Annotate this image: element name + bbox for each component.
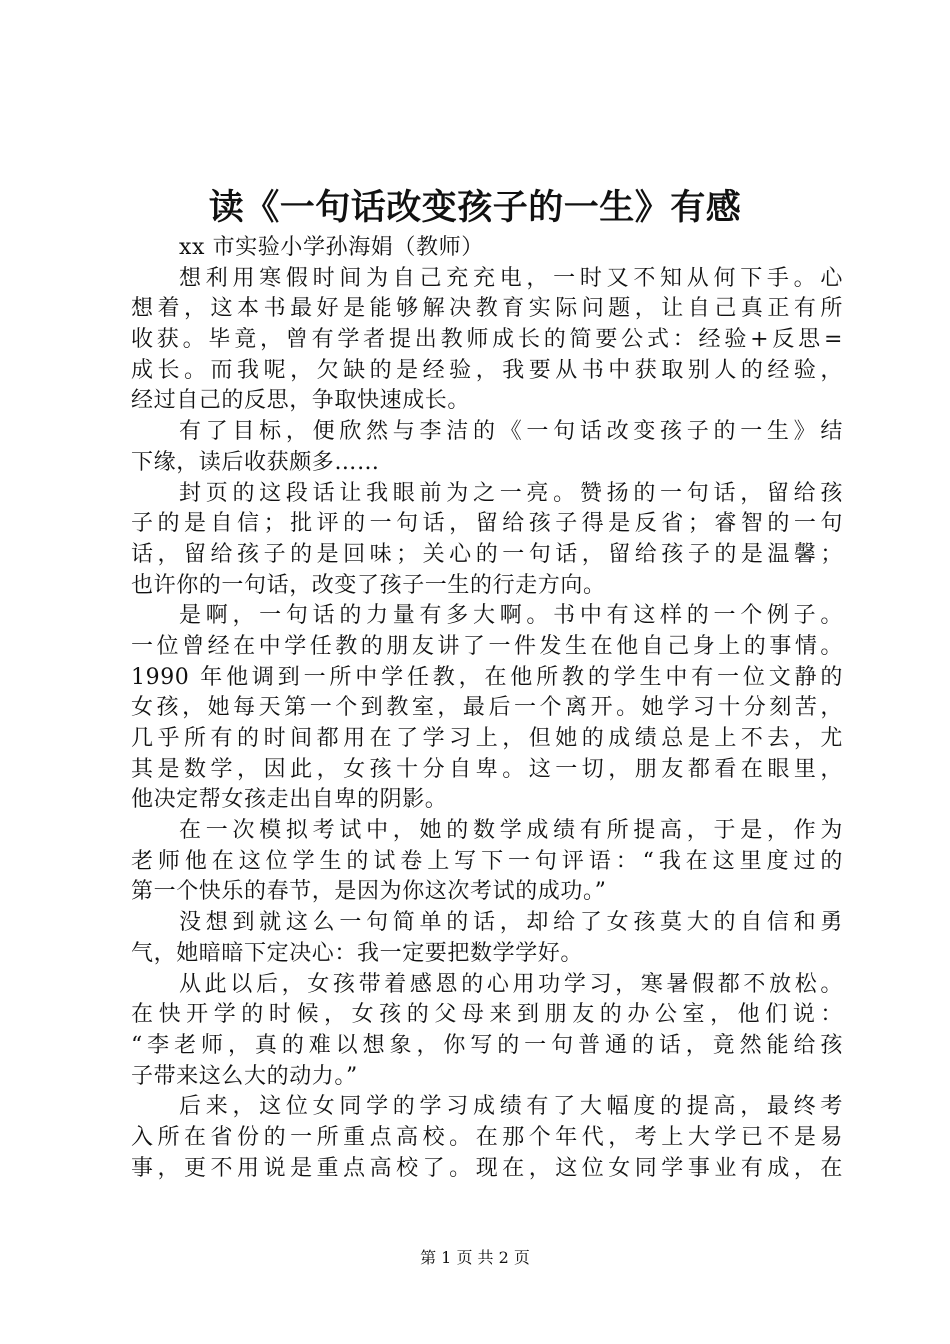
text-line: 子的是自信；批评的一句话，留给孩子得是反省；睿智的一句: [131, 511, 843, 537]
text-line: 话，留给孩子的是回味；关心的一句话，留给孩子的是温馨；: [131, 541, 843, 567]
text-line: 没想到就这么一句简单的话，却给了女孩莫大的自信和勇: [179, 910, 843, 936]
text-line: 从此以后，女孩带着感恩的心用功学习，寒暑假都不放松。: [179, 971, 843, 997]
text-line: 想着，这本书最好是能够解决教育实际问题，让自己真正有所: [131, 296, 843, 322]
text-line: 后来，这位女同学的学习成绩有了大幅度的提高，最终考: [179, 1094, 843, 1120]
page-footer: 第 1 页 共 2 页: [420, 1248, 530, 1267]
text-line: 其是数学，因此，女孩十分自卑。这一切，朋友都看在眼里，: [131, 756, 843, 782]
text-line: 第一个快乐的春节，是因为你这次考试的成功。”: [131, 879, 607, 905]
text-line: 也许你的一句话，改变了孩子一生的行走方向。: [131, 572, 606, 598]
document-title: 读《一句话改变孩子的一生》有感: [208, 187, 742, 228]
text-line: 老师他在这位学生的试卷上写下一句评语：“我在这里度过的: [131, 848, 843, 874]
text-line: 在快开学的时候，女孩的父母来到朋友的办公室，他们说：: [131, 1002, 843, 1028]
document-body: [131, 233, 843, 1184]
text-line: 入所在省份的一所重点高校。在那个年代，考上大学已不是易: [131, 1124, 843, 1150]
text-line: 几乎所有的时间都用在了学习上，但她的成绩总是上不去，尤: [131, 726, 843, 751]
text-line: 他决定帮女孩走出自卑的阴影。: [131, 787, 448, 813]
text-line: 1990 年他调到一所中学任教，在他所教的学生中有一位文静的: [131, 664, 843, 690]
text-line: 下缘，读后收获颇多……: [131, 449, 380, 475]
text-line: 女孩，她每天第一个到教室，最后一个离开。她学习十分刻苦，: [131, 695, 843, 721]
text-line: 成长。而我呢，欠缺的是经验，我要从书中获取别人的经验，: [131, 357, 843, 383]
text-line: 一位曾经在中学任教的朋友讲了一件发生在他自己身上的事情。: [131, 633, 843, 659]
text-line: 经过自己的反思，争取快速成长。: [131, 388, 471, 414]
text-line: xx 市实验小学孙海娟（教师）: [179, 235, 484, 260]
text-line: 想利用寒假时间为自己充充电，一时又不知从何下手。心: [179, 265, 843, 291]
text-line: 气，她暗暗下定决心：我一定要把数学学好。: [131, 940, 584, 966]
text-line: 有了目标，便欣然与李洁的《一句话改变孩子的一生》结: [179, 419, 843, 445]
text-line: “李老师，真的难以想象，你写的一句普通的话，竟然能给孩: [131, 1032, 843, 1058]
text-line: 在一次模拟考试中，她的数学成绩有所提高，于是，作为: [179, 818, 843, 844]
text-line: 事，更不用说是重点高校了。现在，这位女同学事业有成，在: [131, 1155, 843, 1181]
text-line: 封页的这段话让我眼前为之一亮。赞扬的一句话，留给孩: [179, 480, 843, 506]
text-line: 收获。毕竟，曾有学者提出教师成长的简要公式：经验+反思=: [131, 327, 843, 353]
text-line: 子带来这么大的动力。”: [131, 1063, 358, 1089]
text-line: 是啊，一句话的力量有多大啊。书中有这样的一个例子。: [179, 603, 843, 629]
